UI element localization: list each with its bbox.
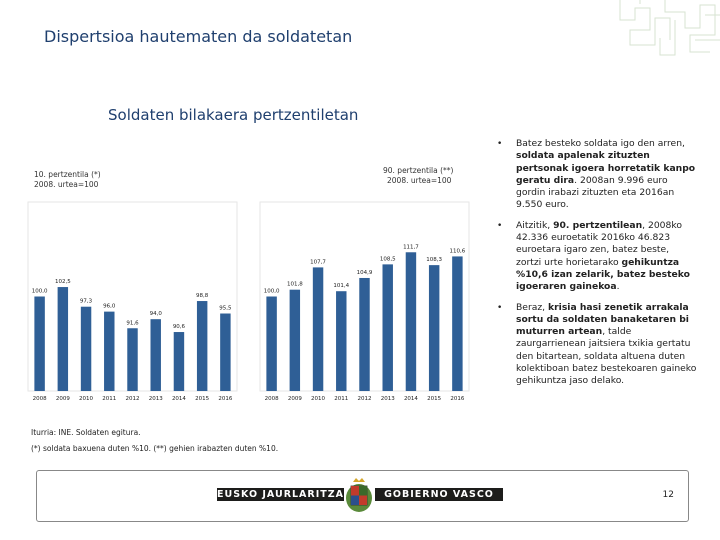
chart1-tick-label: 2013 (148, 396, 163, 402)
chart1-value-label: 96,0 (103, 303, 116, 310)
chart2-label-line1: 90. pertzentila (**) (383, 166, 454, 175)
chart2-tick-label: 2011 (334, 396, 349, 402)
chart1-bar-chart (26, 200, 241, 405)
footer-bar (36, 470, 689, 522)
chart2-bar (290, 290, 300, 391)
bullet-dot-icon: • (497, 139, 503, 149)
chart2-bar (452, 256, 462, 391)
chart1-value-label: 100,0 (31, 288, 48, 295)
chart2-tick-label: 2008 (264, 396, 279, 402)
chart1-tick-label: 2014 (171, 396, 186, 402)
bullet-text: Aitzitik, 90. pertzentilean, 2008ko 42.336 euroetatik 2016ko 46.823 euroetara igaro zen, batez beste, zortzi urte horietarako gehikuntza %10,6 izan zelarik, batez besteko igoeraren gainekoa. (516, 219, 690, 293)
corner-decoration (610, 0, 720, 60)
chart1-label-line1: 10. pertzentila (*) (34, 170, 101, 179)
chart2-label-line2: 2008. urtea=100 (387, 176, 452, 185)
chart1-value-label: 102,5 (54, 279, 71, 286)
chart1-tick-label: 2016 (218, 396, 233, 402)
chart1-value-label: 98,8 (196, 293, 209, 300)
bullet-dot-icon: • (497, 302, 503, 313)
chart1-bar (104, 312, 114, 391)
chart2-value-label: 107,7 (310, 259, 326, 266)
chart1-bar (34, 297, 44, 392)
bullet-text: Batez besteko soldata igo den arren, soldata apalenak zituzten pertsonak igoera horretatik kanpo geratu dira. 2008an 9.996 euro gordin irabazi zituzten eta 2016an 9.550 euro. (516, 138, 696, 211)
chart2-bar (313, 267, 323, 391)
chart1-bar (58, 287, 68, 391)
chart1-value-label: 94,0 (149, 311, 162, 318)
chart2-value-label: 110,6 (449, 248, 466, 255)
chart1-bar (81, 307, 91, 391)
chart1-tick-label: 2011 (102, 396, 117, 402)
chart2-value-label: 101,8 (286, 281, 303, 288)
chart1-value-label: 91,6 (126, 320, 139, 327)
page-number: 12 (662, 490, 674, 500)
chart2-tick-label: 2010 (311, 396, 326, 402)
chart1-tick-label: 2015 (195, 396, 210, 402)
chart2-tick-label: 2013 (380, 396, 395, 402)
bullet-dot-icon: • (497, 220, 503, 231)
chart2-tick-label: 2009 (287, 396, 302, 402)
chart1-bar (127, 328, 137, 391)
bullet-item (497, 138, 697, 212)
chart2-bar (336, 291, 346, 391)
chart2-tick-label: 2012 (357, 396, 372, 402)
chart2-bar (359, 278, 369, 391)
chart2-bar (406, 252, 416, 391)
bullet-text: Beraz, krisia hasi zenetik arrakala sortu da soldaten banaketaren bi muturren artean, talde zaurgarrienean jaitsiera txikia gertatu den bitartean, soldata altuena duten kolektiboan batez bestekoaren gaineko gehikuntza jaso delako. (516, 301, 697, 387)
bullet-item (497, 302, 697, 388)
chart2-value-label: 108,5 (379, 256, 396, 263)
chart2-label (383, 166, 453, 186)
chart1-bar (174, 332, 184, 391)
chart2-tick-label: 2016 (450, 396, 465, 402)
chart2-bar (266, 297, 276, 392)
chart2-bar-chart (258, 200, 473, 405)
source-note: Iturria: INE. Soldaten egitura. (31, 428, 141, 437)
chart-section-title: Soldaten bilakaera pertzentiletan (108, 106, 359, 124)
basque-government-seal-icon (344, 476, 374, 514)
chart2-value-label: 108,3 (426, 257, 443, 264)
logo-eusko-jaurlaritza: EUSKO JAURLARITZA (217, 489, 344, 500)
chart1-tick-label: 2012 (125, 396, 140, 402)
chart1-bar (197, 301, 207, 391)
chart1-value-label: 97,3 (79, 298, 93, 305)
chart2-bar (429, 265, 439, 391)
chart2-tick-label: 2015 (427, 396, 442, 402)
chart2-value-label: 100,0 (263, 288, 280, 295)
chart1-tick-label: 2009 (55, 396, 70, 402)
chart1-label-line2: 2008. urtea=100 (34, 180, 99, 189)
chart1-value-label: 95,5 (219, 305, 232, 312)
logo-gobierno-vasco: GOBIERNO VASCO (375, 488, 503, 501)
chart2-value-label: 101,4 (333, 283, 350, 290)
page-title: Dispertsioa hautematen da soldatetan (44, 27, 353, 46)
chart1-tick-label: 2008 (32, 396, 47, 402)
chart1-value-label: 90,6 (172, 324, 186, 331)
chart1-bar (220, 314, 230, 391)
bullet-item (497, 220, 697, 294)
chart1-bar (150, 319, 160, 391)
chart2-tick-label: 2014 (403, 396, 418, 402)
chart1-tick-label: 2010 (79, 396, 94, 402)
bullet-list (497, 138, 697, 396)
chart1-label (34, 170, 101, 190)
chart2-bar (382, 264, 392, 391)
footnote: (*) soldata baxuena duten %10. (**) gehien irabazten duten %10. (31, 444, 279, 453)
chart2-value-label: 104,9 (356, 269, 373, 276)
chart2-value-label: 111,7 (403, 244, 419, 251)
